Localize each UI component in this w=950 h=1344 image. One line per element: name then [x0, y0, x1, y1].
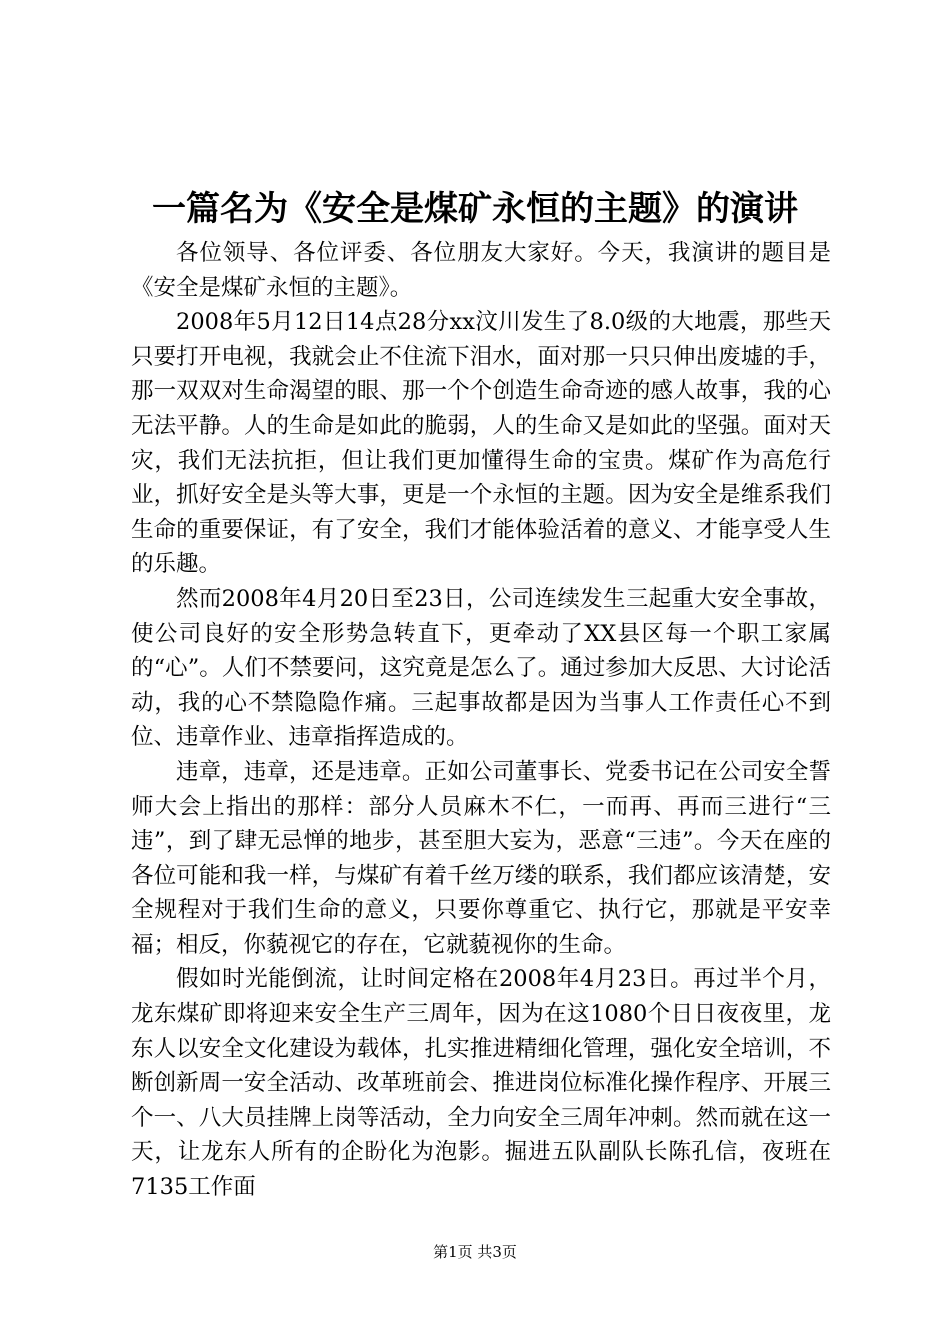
- document-title: 一篇名为《安全是煤矿永恒的主题》的演讲: [152, 189, 798, 229]
- paragraph-3: 然而2008年4月20日至23日，公司连续发生三起重大安全事故，使公司良好的安全形势急转直下，更牵动了XX县区每一个职工家属的“心”。人们不禁要问，这究竟是怎么了。通过参加大反思、大讨论活动，我的心不禁隐隐作痛。三起事故都是因为当事人工作责任心不到位、违章作业、违章指挥造成的。: [131, 585, 831, 751]
- page-number-footer: 第1页 共3页: [433, 1243, 517, 1261]
- paragraph-2: 2008年5月12日14点28分xx汶川发生了8.0级的大地震，那些天只要打开电视，我就会止不住流下泪水，面对那一只只伸出废墟的手，那一双双对生命渴望的眼、那一个个创造生命奇迹的感人故事，我的心无法平静。人的生命是如此的脆弱，人的生命又是如此的坚强。面对天灾，我们无法抗拒，但让我们更加懂得生命的宝贵。煤矿作为高危行业，抓好安全是头等大事，更是一个永恒的主题。因为安全是维系我们生命的重要保证，有了安全，我们才能体验活着的意义、才能享受人生的乐趣。: [131, 309, 831, 578]
- paragraph-5: 假如时光能倒流，让时间定格在2008年4月23日。再过半个月，龙东煤矿即将迎来安全生产三周年，因为在这1080个日日夜夜里，龙东人以安全文化建设为载体，扎实推进精细化管理，强化安全培训，不断创新周一安全活动、改革班前会、推进岗位标准化操作程序、开展三个一、八大员挂牌上岗等活动，全力向安全三周年冲刺。然而就在这一天，让龙东人所有的企盼化为泡影。掘进五队副队长陈孔信，夜班在7135工作面: [131, 966, 831, 1201]
- paragraph-1: 各位领导、各位评委、各位朋友大家好。今天，我演讲的题目是《安全是煤矿永恒的主题》。: [131, 240, 831, 301]
- document-body: [131, 236, 831, 1205]
- paragraph-4: 违章，违章，还是违章。正如公司董事长、党委书记在公司安全誓师大会上指出的那样：部分人员麻木不仁，一而再、再而三进行“三违”，到了肆无忌惮的地步，甚至胆大妄为，恶意“三违”。今天在座的各位可能和我一样，与煤矿有着千丝万缕的联系，我们都应该清楚，安全规程对于我们生命的意义，只要你尊重它、执行它，那就是平安幸福；相反，你藐视它的存在，它就藐视你的生命。: [131, 758, 831, 958]
